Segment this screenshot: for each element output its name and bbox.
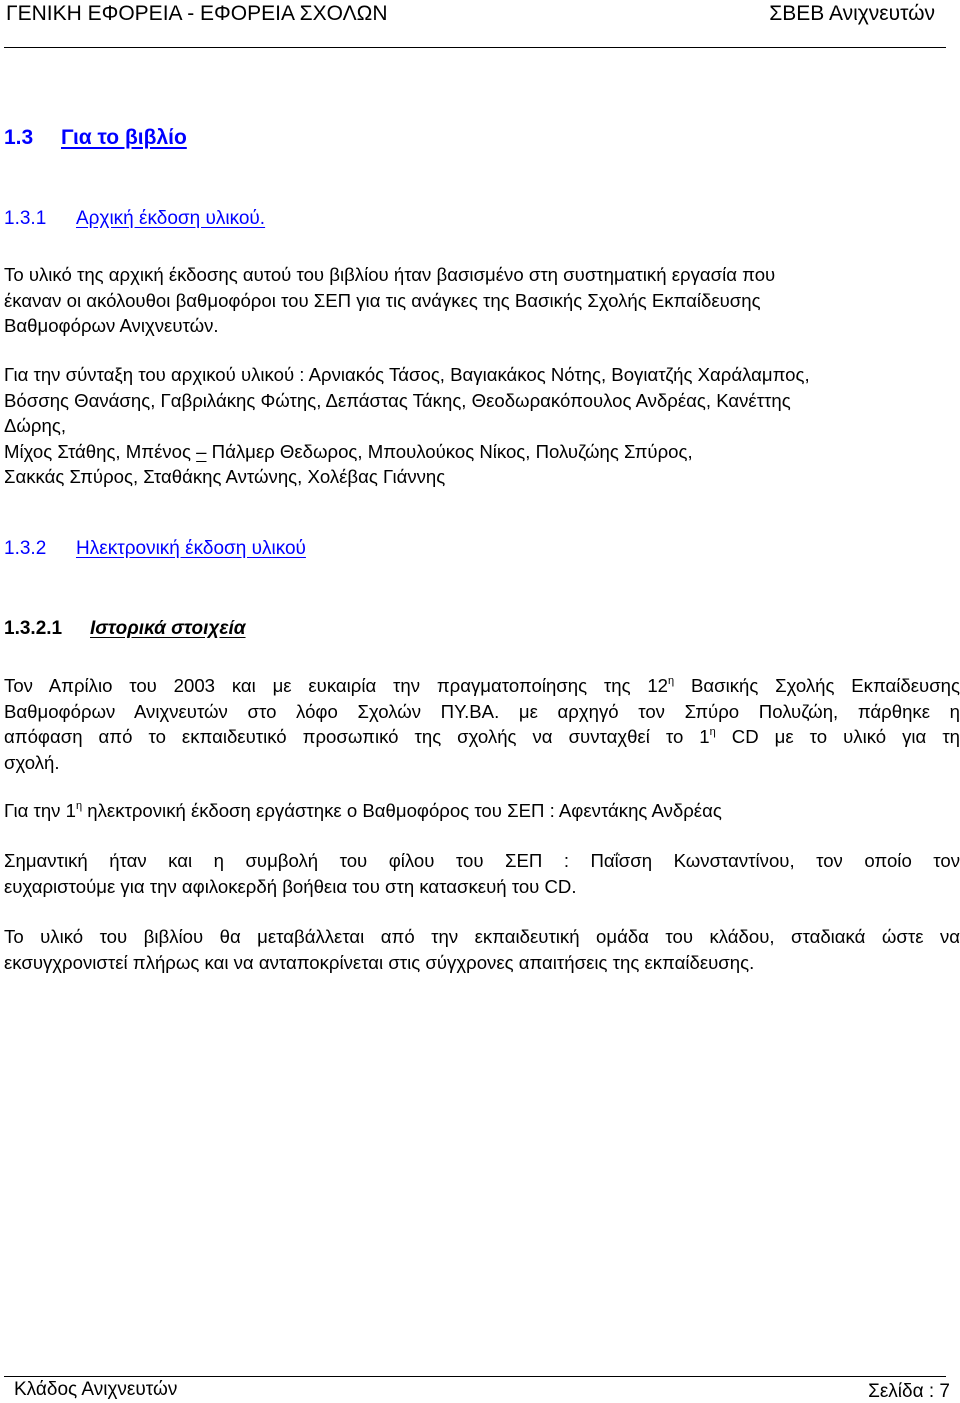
paragraph-acknowledgement bbox=[4, 848, 960, 899]
text-line: Βαθμοφόρων Ανιχνευτών στο λόφο Σχολών ΠΥ.ΒΑ. με αρχηγό τον Σπύρο Πολυζώη, πάρθηκε η bbox=[4, 700, 960, 722]
text-segment: CD με το υλικό για τη bbox=[715, 726, 960, 747]
page-header-left: ΓΕΝΙΚΗ ΕΦΟΡΕΙΑ - ΕΦΟΡΕΙΑ ΣΧΟΛΩΝ bbox=[6, 2, 388, 25]
text-line: σχολή. bbox=[4, 751, 60, 773]
text-line: Σακκάς Σπύρος, Σταθάκης Αντώνης, Χολέβας Γιάννης bbox=[4, 466, 446, 487]
paragraph-history bbox=[4, 673, 960, 775]
underlined-dash: – bbox=[196, 440, 207, 462]
text-segment: Μίχος Στάθης, Μπένος bbox=[4, 440, 197, 462]
text-line: Δώρης, bbox=[4, 415, 66, 436]
paragraph-electronic-edition bbox=[4, 798, 960, 824]
heading-title: Για το βιβλίο bbox=[61, 126, 187, 149]
heading-title: Ιστορικά στοιχεία bbox=[90, 618, 246, 639]
page-header-right: ΣΒΕΒ Ανιχνευτών bbox=[769, 2, 935, 25]
text-line: Το υλικό της αρχική έκδοσης αυτού του βιβλίου ήταν βασισμένο στη συστηματική εργασία που bbox=[4, 264, 776, 285]
paragraph-updates bbox=[4, 924, 960, 975]
footer-divider bbox=[4, 1376, 946, 1377]
paragraph-contributors bbox=[4, 362, 960, 490]
text-segment: απόφαση από το εκπαιδευτικό προσωπικό της σχολής να συνταχθεί το 1 bbox=[4, 726, 710, 747]
superscript: η bbox=[709, 726, 716, 738]
text-segment: Για την 1 bbox=[4, 800, 76, 821]
text-segment: ηλεκτρονική έκδοση εργάστηκε ο Βαθμοφόρος του ΣΕΠ : Αφεντάκης Ανδρέας bbox=[82, 800, 722, 821]
heading-number: 1.3.2.1 bbox=[4, 618, 63, 639]
text-line: εκσυγχρονιστεί πλήρως και να ανταποκρίνεται στις σύγχρονες απαιτήσεις της εκπαίδευσης. bbox=[4, 951, 755, 973]
text-line bbox=[4, 673, 960, 699]
text-segment: Πάλμερ Θεδωρος, Μπουλούκος Νίκος, Πολυζώης Σπύρος, bbox=[206, 440, 693, 462]
text-line: Βαθμοφόρων Ανιχνευτών. bbox=[4, 315, 219, 336]
text-line bbox=[4, 798, 960, 824]
paragraph-original-material bbox=[4, 262, 960, 339]
heading-number: 1.3.1 bbox=[4, 208, 47, 229]
text-line: ευχαριστούμε για την αφιλοκερδή βοήθεια του στη κατασκευή του CD. bbox=[4, 875, 577, 897]
text-segment: Βασικής Σχολής Εκπαίδευσης bbox=[674, 675, 960, 696]
text-line bbox=[4, 439, 960, 465]
text-line: Σημαντική ήταν και η συμβολή του φίλου του ΣΕΠ : Παΐσση Κωνσταντίνου, τον οποίο τον bbox=[4, 850, 960, 871]
text-line: Για την σύνταξη του αρχικού υλικού : Αρνιακός Τάσος, Βαγιακάκος Νότης, Βογιατζής Χαράλαμπος, bbox=[4, 364, 810, 385]
heading-title: Ηλεκτρονική έκδοση υλικού bbox=[76, 538, 306, 559]
text-segment: Τον Απρίλιο του 2003 και με ευκαιρία την πραγματοποίησης της 12 bbox=[4, 675, 669, 696]
superscript: η bbox=[668, 675, 675, 687]
heading-title: Αρχική έκδοση υλικού. bbox=[76, 208, 266, 229]
superscript: η bbox=[75, 800, 83, 812]
page-number: Σελίδα : 7 bbox=[868, 1381, 950, 1402]
text-line: Το υλικό του βιβλίου θα μεταβάλλεται από την εκπαιδευτική ομάδα του κλάδου, σταδιακά ώστε να bbox=[4, 926, 960, 947]
text-line bbox=[4, 724, 960, 750]
page-footer-left: Κλάδος Ανιχνευτών bbox=[14, 1379, 178, 1400]
heading-number: 1.3.2 bbox=[4, 538, 47, 559]
header-divider bbox=[4, 47, 946, 48]
heading-number: 1.3 bbox=[4, 126, 34, 149]
text-line: έκαναν οι ακόλουθοι βαθμοφόροι του ΣΕΠ για τις ανάγκες της Βασικής Σχολής Εκπαίδευσης bbox=[4, 289, 761, 311]
text-line: Βόσσης Θανάσης, Γαβριλάκης Φώτης, Δεπάστας Τάκης, Θεοδωρακόπουλος Ανδρέας, Κανέττης bbox=[4, 389, 791, 411]
